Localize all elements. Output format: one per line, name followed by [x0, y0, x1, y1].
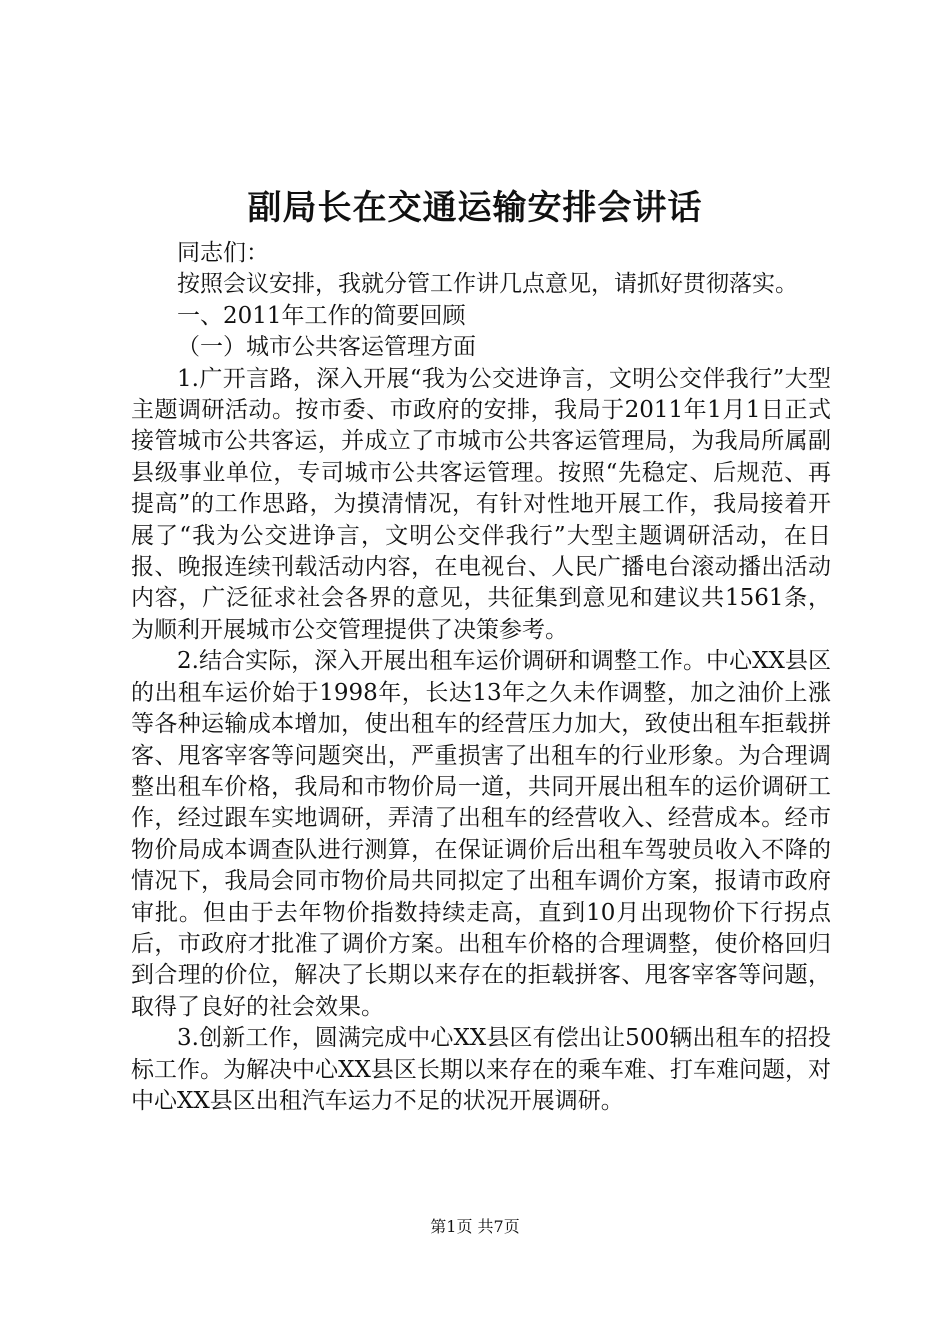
- paragraph-item-2: 2.结合实际，深入开展出租车运价调研和调整工作。中心XX县区的出租车运价始于1998年，长达13年之久未作调整，加之油价上涨等各种运输成本增加，使出租车的经营压力加大，致使出租车拒载拼客、甩客宰客等问题突出，严重损害了出租车的行业形象。为合理调整出租车价格，我局和市物价局一道，共同开展出租车的运价调研工作，经过跟车实地调研，弄清了出租车的经营收入、经营成本。经市物价局成本调查队进行测算，在保证调价后出租车驾驶员收入不降的情况下，我局会同市物价局共同拟定了出租车调价方案，报请市政府审批。但由于去年物价指数持续走高，直到10月出现物价下行拐点后，市政府才批准了调价方案。出租车价格的合理调整，使价格回归到合理的价位，解决了长期以来存在的拒载拼客、甩客宰客等问题，取得了良好的社会效果。: [131, 648, 831, 1020]
- document-title: 副局长在交通运输安排会讲话: [247, 188, 703, 228]
- paragraph-intro: 按照会议安排，我就分管工作讲几点意见，请抓好贯彻落实。: [177, 271, 798, 298]
- paragraph-salutation: 同志们：: [177, 240, 269, 266]
- subsection-heading: （一）城市公共客运管理方面: [177, 334, 476, 361]
- page-footer: 第1页 共7页: [430, 1217, 520, 1236]
- paragraph-item-1: 1.广开言路，深入开展“我为公交进诤言，文明公交伴我行”大型主题调研活动。按市委、市政府的安排，我局于2011年1月1日正式接管城市公共客运，并成立了市城市公共客运管理局，为我局所属副县级事业单位，专司城市公共客运管理。按照“先稳定、后规范、再提高”的工作思路，为摸清情况，有针对性地开展工作，我局接着开展了“我为公交进诤言，文明公交伴我行”大型主题调研活动，在日报、晚报连续刊载活动内容，在电视台、人民广播电台滚动播出活动内容，广泛征求社会各界的意见，共征集到意见和建议共1561条，为顺利开展城市公交管理提供了决策参考。: [131, 365, 831, 643]
- document-body: [131, 238, 831, 1117]
- section-heading: 一、2011年工作的简要回顾: [177, 302, 466, 329]
- paragraph-item-3: 3.创新工作，圆满完成中心XX县区有偿出让500辆出租车的招投标工作。为解决中心XX县区长期以来存在的乘车难、打车难问题，对中心XX县区出租汽车运力不足的状况开展调研。: [131, 1025, 831, 1114]
